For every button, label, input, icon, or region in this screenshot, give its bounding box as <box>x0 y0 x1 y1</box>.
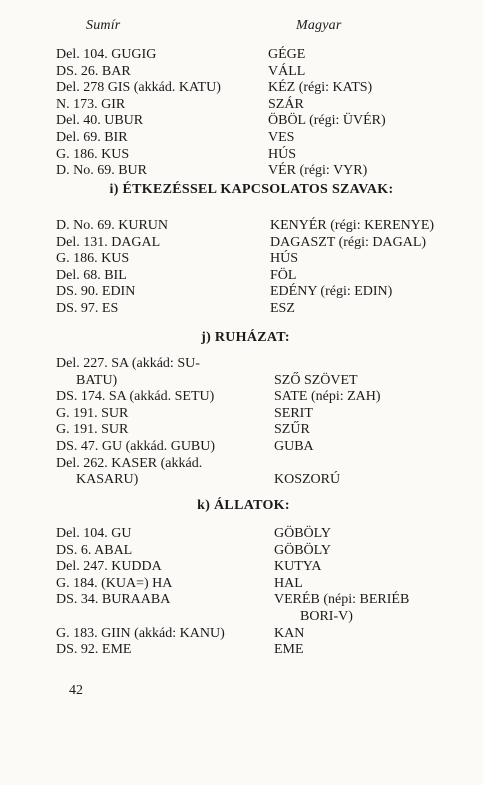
sumerian-term: Del. 40. UBUR <box>56 113 144 129</box>
word-row <box>0 439 483 456</box>
sumerian-term: G. 186. KUS <box>56 251 130 267</box>
sumerian-term: KASARU) <box>76 472 139 488</box>
sumerian-term: D. No. 69. KURUN <box>56 218 168 233</box>
word-row <box>0 235 483 252</box>
hungarian-term: HÚS <box>268 146 297 162</box>
word-row <box>0 406 483 423</box>
word-row <box>0 472 483 489</box>
column-header-hungarian: Magyar <box>296 18 342 33</box>
word-row <box>0 526 483 543</box>
sumerian-term: Del. 247. KUDDA <box>56 559 162 575</box>
word-row <box>0 356 483 373</box>
hungarian-term: SERIT <box>274 405 313 421</box>
word-row <box>0 301 483 318</box>
hungarian-term: FÖL <box>270 267 297 283</box>
section-heading-animals: k) ÁLLATOK: <box>197 498 290 513</box>
word-row <box>0 130 483 147</box>
section-heading-clothing: j) RUHÁZAT: <box>201 330 290 345</box>
hungarian-term: EDÉNY (régi: EDIN) <box>270 284 393 300</box>
word-row <box>0 218 483 235</box>
sumerian-term: DS. 26. BAR <box>56 63 131 79</box>
hungarian-term: VES <box>268 129 295 145</box>
sumerian-term: Del. 69. BIR <box>56 129 128 145</box>
hungarian-term: KOSZORÚ <box>274 472 341 488</box>
sumerian-term: DS. 6. ABAL <box>56 542 133 558</box>
sumerian-term: G. 191. SUR <box>56 422 129 438</box>
section-heading-food: i) ÉTKEZÉSSEL KAPCSOLATOS SZAVAK: <box>109 182 394 197</box>
sumerian-term: D. No. 69. BUR <box>56 163 148 179</box>
sumerian-term: DS. 34. BURAABA <box>56 592 171 608</box>
hungarian-term: KÉZ (régi: KATS) <box>268 80 373 96</box>
hungarian-term: DAGASZT (régi: DAGAL) <box>270 234 427 250</box>
sumerian-term: Del. 278 GIS (akkád. KATU) <box>56 80 221 96</box>
word-row <box>0 251 483 268</box>
word-row <box>0 113 483 130</box>
sumerian-term: BATU) <box>76 372 118 388</box>
word-row <box>0 147 483 164</box>
sumerian-term: Del. 227. SA (akkád: SU- <box>56 356 200 371</box>
hungarian-term: SZÁR <box>268 96 304 112</box>
sumerian-term: G. 183. GIIN (akkád: KANU) <box>56 625 225 641</box>
sumerian-term: DS. 47. GU (akkád. GUBU) <box>56 438 216 454</box>
sumerian-term: Del. 262. KASER (akkád. <box>56 455 203 471</box>
hungarian-term: SATE (népi: ZAH) <box>274 389 381 405</box>
word-row <box>0 268 483 285</box>
hungarian-term: KUTYA <box>274 559 322 575</box>
hungarian-term: SZŐ SZÖVET <box>274 372 358 388</box>
hungarian-term: GUBA <box>274 438 314 454</box>
word-row <box>0 609 483 626</box>
word-row <box>0 97 483 114</box>
word-row <box>0 422 483 439</box>
word-list-animals <box>0 526 483 659</box>
word-row <box>0 576 483 593</box>
page-number: 42 <box>69 683 83 698</box>
hungarian-term: VÉR (régi: VYR) <box>268 163 368 179</box>
sumerian-term: DS. 97. ES <box>56 300 119 316</box>
word-list-food <box>0 218 483 318</box>
word-row <box>0 559 483 576</box>
word-row <box>0 456 483 473</box>
word-row <box>0 284 483 301</box>
word-row <box>0 373 483 390</box>
hungarian-term: KAN <box>274 625 305 641</box>
hungarian-term: EME <box>274 642 304 658</box>
hungarian-term: KENYÉR (régi: KERENYE) <box>270 218 435 233</box>
word-row <box>0 64 483 81</box>
word-row <box>0 163 483 180</box>
hungarian-term: VERÉB (népi: BERIÉB <box>274 592 410 608</box>
hungarian-term: GÖBÖLY <box>274 526 331 541</box>
word-row <box>0 389 483 406</box>
sumerian-term: Del. 68. BIL <box>56 267 127 283</box>
word-list-body-parts <box>0 47 483 180</box>
hungarian-term: HAL <box>274 575 303 591</box>
sumerian-term: DS. 174. SA (akkád. SETU) <box>56 389 215 405</box>
sumerian-term: G. 186. KUS <box>56 146 130 162</box>
word-row <box>0 626 483 643</box>
hungarian-term: ÖBÖL (régi: ÜVÉR) <box>268 113 386 129</box>
sumerian-term: N. 173. GIR <box>56 96 126 112</box>
word-row <box>0 47 483 64</box>
hungarian-term: VÁLL <box>268 63 306 79</box>
word-row <box>0 642 483 659</box>
column-header-sumerian: Sumír <box>86 18 121 33</box>
sumerian-term: Del. 104. GUGIG <box>56 47 157 62</box>
hungarian-term: ESZ <box>270 300 295 316</box>
hungarian-term: HÚS <box>270 251 299 267</box>
word-list-clothing <box>0 356 483 489</box>
hungarian-term: GÖBÖLY <box>274 542 331 558</box>
word-row <box>0 543 483 560</box>
sumerian-term: DS. 90. EDIN <box>56 284 136 300</box>
hungarian-term: SZŰR <box>274 422 310 438</box>
sumerian-term: Del. 131. DAGAL <box>56 234 161 250</box>
sumerian-term: Del. 104. GU <box>56 526 132 541</box>
hungarian-term: BORI-V) <box>300 608 353 624</box>
sumerian-term: DS. 92. EME <box>56 642 132 658</box>
word-row <box>0 80 483 97</box>
sumerian-term: G. 191. SUR <box>56 405 129 421</box>
sumerian-term: G. 184. (KUA=) HA <box>56 575 173 591</box>
word-row <box>0 592 483 609</box>
hungarian-term: GÉGE <box>268 47 306 62</box>
